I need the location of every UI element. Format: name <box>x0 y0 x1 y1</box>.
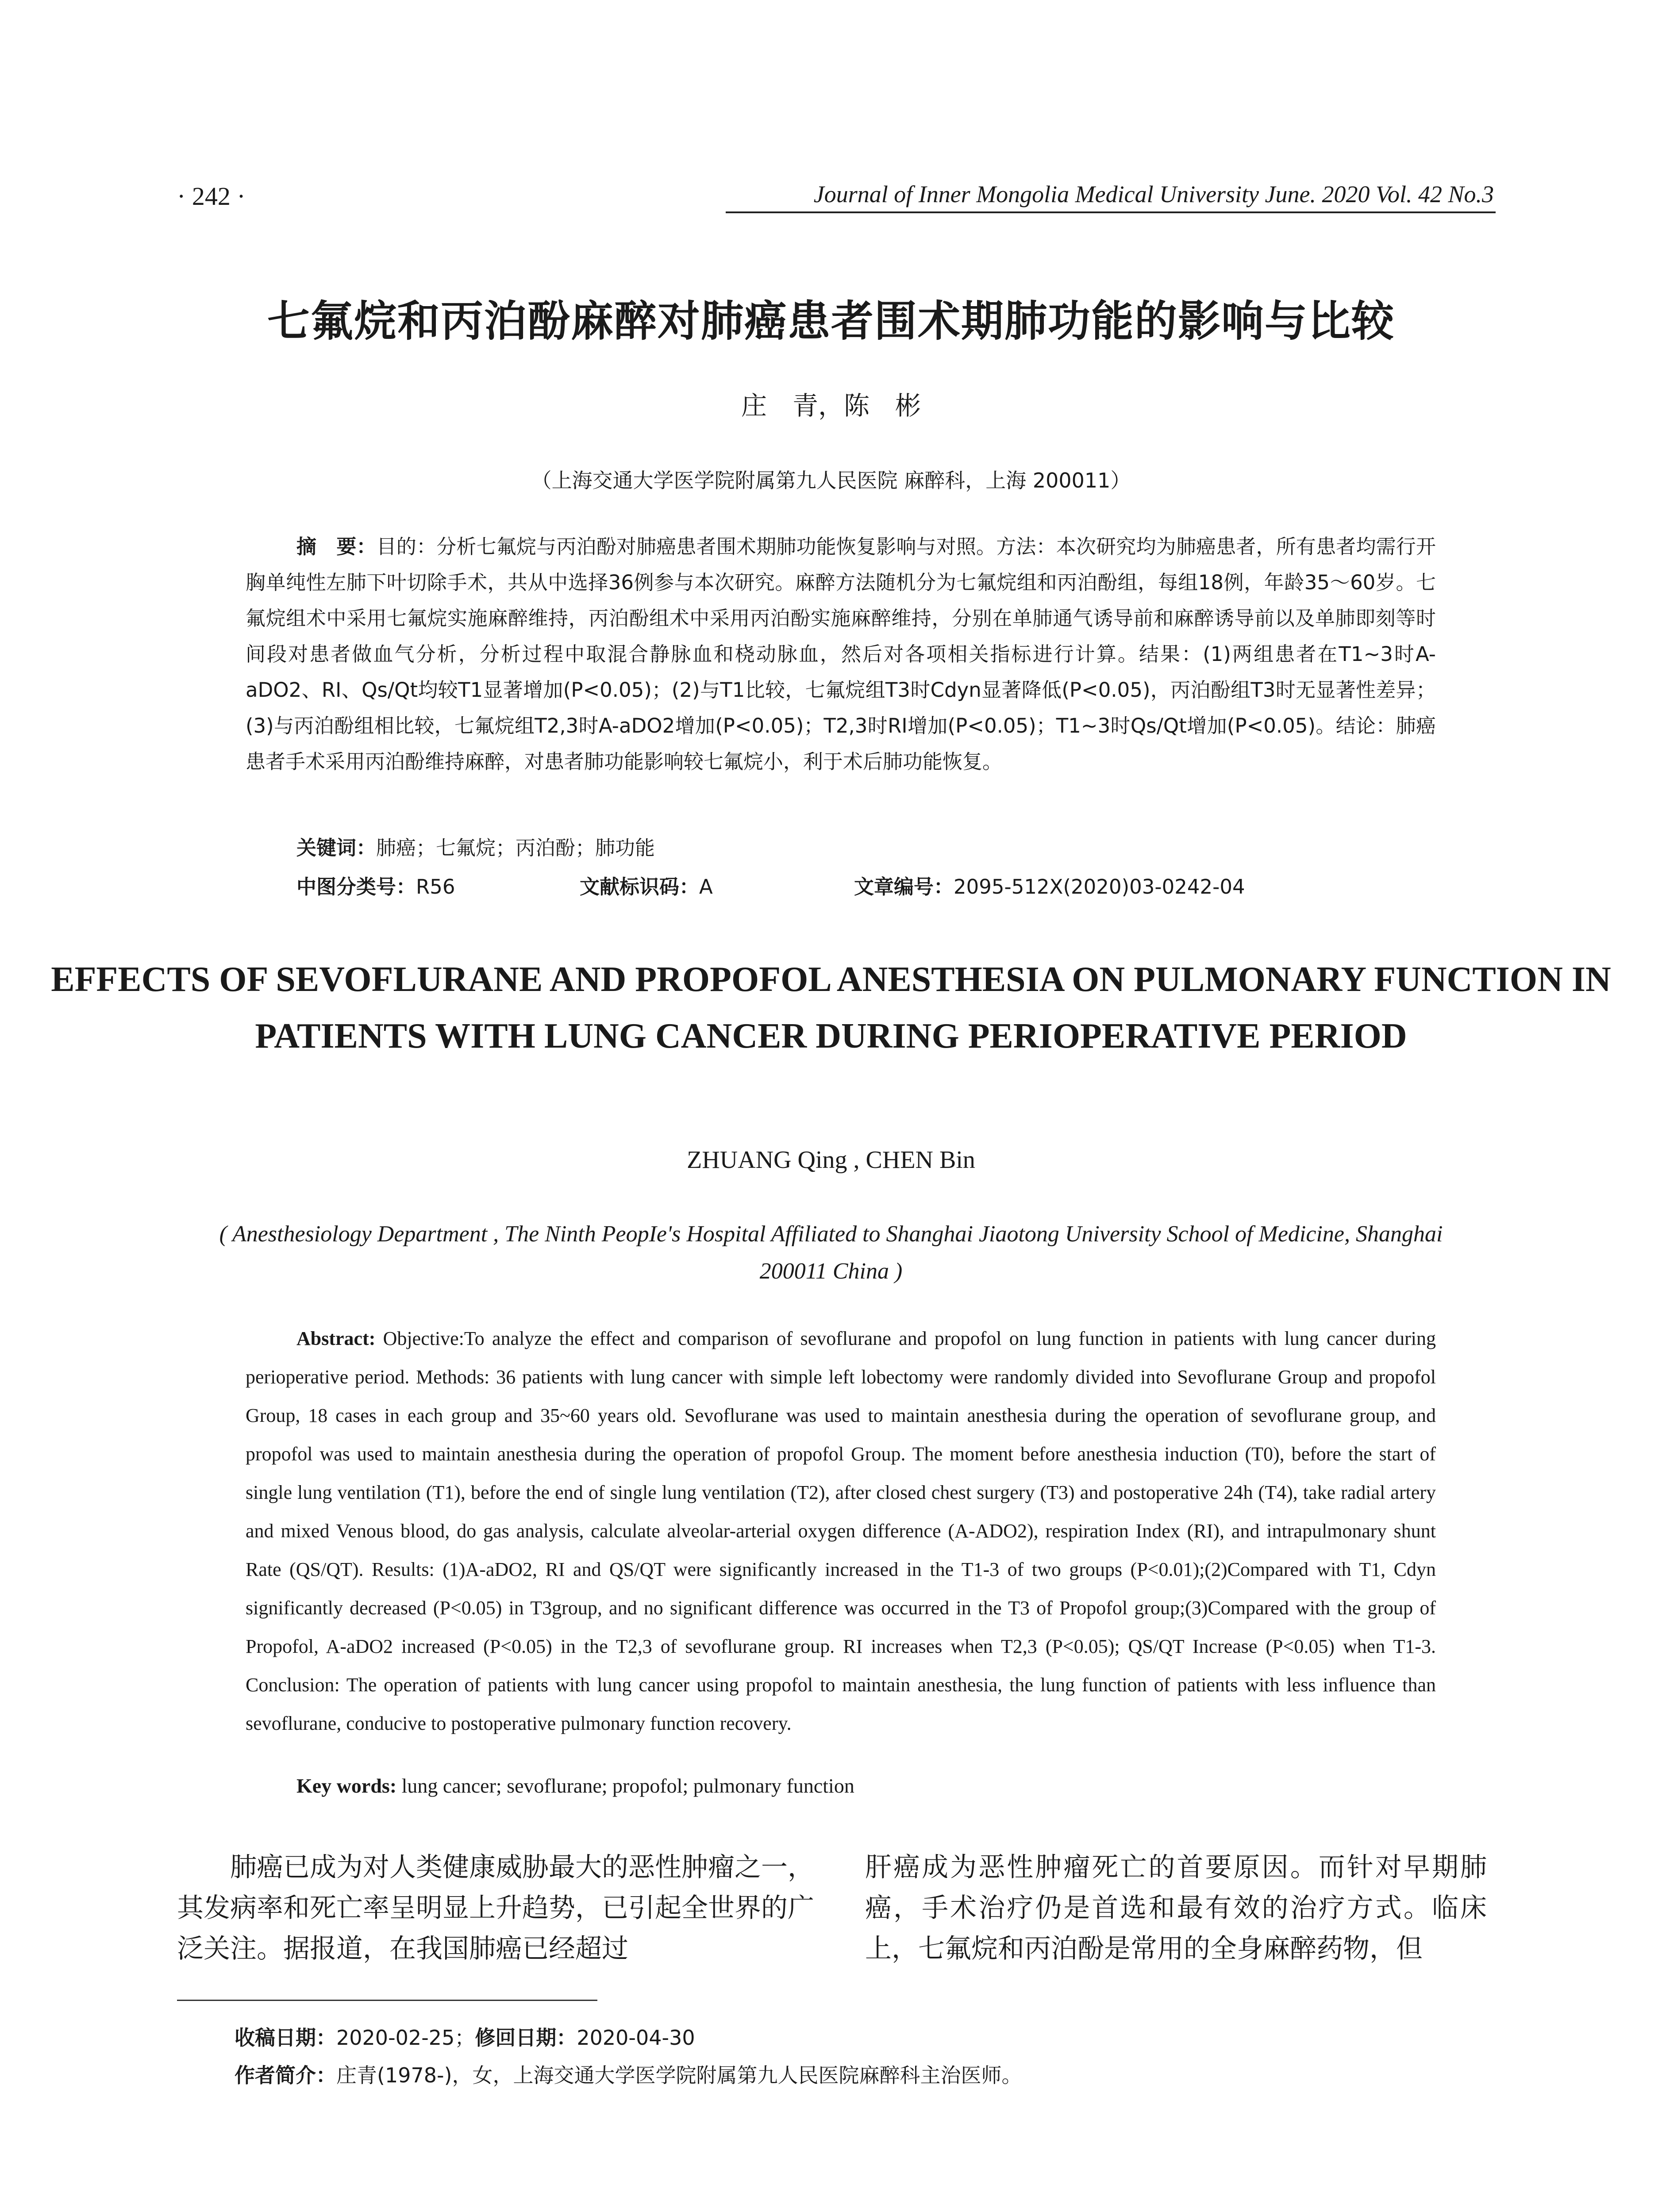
english-keywords-text: lung cancer; sevoflurane; propofol; pulmonary function <box>401 1774 854 1797</box>
english-abstract <box>246 1319 1436 1743</box>
chinese-classification <box>296 871 1447 899</box>
author-info-text: 庄青(1978-)，女，上海交通大学医学院附属第九人民医院麻醉科主治医师。 <box>336 2063 1022 2087</box>
chinese-abstract-label: 摘 要： <box>296 535 377 558</box>
revised-date: 2020-04-30 <box>577 2026 695 2050</box>
english-affiliation: ( Anesthesiology Department , The Ninth PeopIe's Hospital Affiliated to Shanghai Jiaotong University School of Medicine, Shanghai 200011 China ) <box>219 1221 1443 1284</box>
english-keywords <box>296 1774 854 1797</box>
chinese-abstract-text: 目的：分析七氟烷与丙泊酚对肺癌患者围术期肺功能恢复影响与对照。方法：本次研究均为肺癌患者，所有患者均需行开胸单纯性左肺下叶切除手术，共从中选择36例参与本次研究。麻醉方法随机分为七氟烷组和丙泊酚组，每组18例，年龄35～60岁。七氟烷组术中采用七氟烷实施麻醉维持，丙泊酚组术中采用丙泊酚实施麻醉维持，分别在单肺通气诱导前和麻醉诱导前以及单肺即刻等时间段对患者做血气分析，分析过程中取混合静脉血和桡动脉血，然后对各项相关指标进行计算。结果：(1)两组患者在T1~3时A-aDO2、RI、Qs/Qt均较T1显著增加(P<0.05)；(2)与T1比较，七氟烷组T3时Cdyn显著降低(P<0.05)，丙泊酚组T3时无显著性差异；(3)与丙泊酚组相比较，七氟烷组T2,3时A-aDO2增加(P<0.05)；T2,3时RI增加(P<0.05)；T1~3时Qs/Qt增加(P<0.05)。结论：肺癌患者手术采用丙泊酚维持麻醉，对患者肺功能影响较七氟烷小，利于术后肺功能恢复。 <box>246 535 1436 773</box>
chinese-affiliation: （上海交通大学医学院附属第九人民医院 麻醉科，上海 200011） <box>531 469 1131 492</box>
chinese-abstract <box>246 529 1436 780</box>
footnote-author <box>235 2059 1518 2089</box>
english-title: EFFECTS OF SEVOFLURANE AND PROPOFOL ANESTHESIA ON PULMONARY FUNCTION IN PATIENTS WITH LUNG CANCER DURING PERIOPERATIVE PERIOD <box>51 960 1611 1056</box>
article-no-label: 文章编号： <box>854 875 954 899</box>
chinese-keywords-text: 肺癌；七氟烷；丙泊酚；肺功能 <box>376 836 655 860</box>
english-keywords-label: Key words: <box>296 1774 402 1797</box>
english-abstract-text: Objective:To analyze the effect and comparison of sevoflurane and propofol on lung function in patients with lung cancer during perioperative period. Methods: 36 patients with lung cancer with simple left lobectomy were randomly divided into Sevoflurane Group and propofol Group, 18 cases in each group and 35~60 years old. Sevoflurane was used to maintain anesthesia during the operation of sevoflurane group, and propofol was used to maintain anesthesia during the operation of propofol Group. The moment before anesthesia induction (T0), before the start of single lung ventilation (T1), before the end of single lung ventilation (T2), after closed chest surgery (T3) and postoperative 24h (T4), take radial artery and mixed Venous blood, do gas analysis, calculate alveolar-arterial oxygen difference (A-ADO2), respiration Index (RI), and intrapulmonary shunt Rate (QS/QT). Results: (1)A-aDO2, RI and QS/QT were significantly increased in the T1-3 of two groups (P<0.01);(2)Compared with T1, Cdyn significantly decreased (P<0.05) in T3group, and no significant difference was occurred in the T3 of Propofol group;(3)Compared with the group of Propofol, A-aDO2 increased (P<0.05) in the T2,3 of sevoflurane group. RI increases when T2,3 (P<0.05); QS/QT Increase (P<0.05) when T1-3. Conclusion: The operation of patients with lung cancer using propofol to maintain anesthesia, the lung function of patients with less influence than sevoflurane, conducive to postoperative pulmonary function recovery. <box>246 1328 1436 1734</box>
chinese-keywords-label: 关键词： <box>296 836 377 860</box>
received-label: 收稿日期： <box>235 2026 336 2050</box>
running-header: Journal of Inner Mongolia Medical University June. 2020 Vol. 42 No.3 <box>813 181 1494 207</box>
clc-value: R56 <box>416 875 455 899</box>
chinese-authors: 庄 青，陈 彬 <box>741 391 921 421</box>
doc-code-value: A <box>699 875 713 899</box>
doc-code-label: 文献标识码： <box>580 875 700 899</box>
english-authors: ZHUANG Qing , CHEN Bin <box>687 1146 975 1174</box>
english-abstract-label: Abstract: <box>296 1328 383 1349</box>
footnote-rule <box>177 2000 597 2001</box>
chinese-title: 七氟烷和丙泊酚麻醉对肺癌患者围术期肺功能的影响与比较 <box>267 296 1395 346</box>
chinese-keywords <box>296 832 655 860</box>
article-no-value: 2095-512X(2020)03-0242-04 <box>954 875 1245 899</box>
header-rule <box>726 211 1496 213</box>
clc-label: 中图分类号： <box>296 875 416 899</box>
body-right-column: 肝癌成为恶性肿瘤死亡的首要原因。而针对早期肺癌，手术治疗仍是首选和最有效的治疗方式。临床上，七氟烷和丙泊酚是常用的全身麻醉药物，但 <box>865 1852 1487 1964</box>
author-info-label: 作者简介： <box>235 2063 336 2087</box>
page-number: · 242 · <box>177 182 246 211</box>
revised-label: 修回日期： <box>475 2026 577 2050</box>
received-date: 2020-02-25； <box>336 2026 475 2050</box>
body-left-column: 肺癌已成为对人类健康威胁最大的恶性肿瘤之一，其发病率和死亡率呈明显上升趋势，已引起全世界的广泛关注。据报道，在我国肺癌已经超过 <box>177 1852 814 1964</box>
footnote-dates <box>235 2022 1518 2051</box>
